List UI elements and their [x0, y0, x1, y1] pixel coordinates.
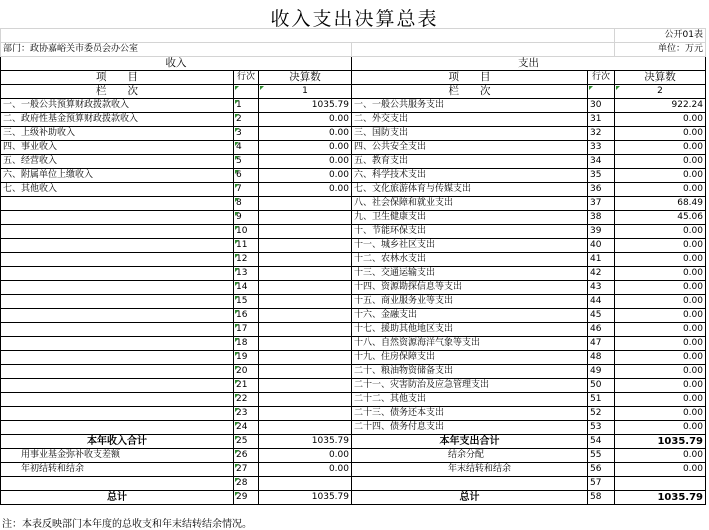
expense-amount	[615, 477, 706, 491]
table-row	[1, 477, 706, 491]
expense-item: 九、卫生健康支出	[352, 211, 588, 225]
income-amount	[259, 323, 352, 337]
table-row	[1, 421, 706, 435]
income-item: 一、一般公共预算财政拨款收入	[1, 99, 234, 113]
expense-item: 十六、金融支出	[352, 309, 588, 323]
expense-item-header: 项 目	[352, 71, 588, 85]
income-line-no: 10	[234, 225, 259, 239]
income-line-no: 29	[234, 491, 259, 505]
table-row	[1, 379, 706, 393]
expense-line-no: 50	[588, 379, 615, 393]
income-item	[1, 267, 234, 281]
income-amount	[259, 393, 352, 407]
income-amount	[259, 253, 352, 267]
table-row	[1, 309, 706, 323]
income-line-no-header: 行次	[234, 71, 259, 85]
income-amount: 0.00	[259, 183, 352, 197]
table-row	[1, 267, 706, 281]
expense-item: 十五、商业服务业等支出	[352, 295, 588, 309]
expense-amount: 0.00	[615, 169, 706, 183]
expense-amount: 0.00	[615, 323, 706, 337]
income-item	[1, 477, 234, 491]
expense-item: 二、外交支出	[352, 113, 588, 127]
table-row	[1, 155, 706, 169]
income-line-no: 28	[234, 477, 259, 491]
income-amount	[259, 379, 352, 393]
income-item	[1, 281, 234, 295]
expense-amount: 0.00	[615, 183, 706, 197]
table-row	[1, 491, 706, 505]
income-amount	[259, 295, 352, 309]
income-line-no: 24	[234, 421, 259, 435]
expense-column-number: 2	[615, 85, 706, 99]
expense-item: 结余分配	[352, 449, 588, 463]
income-item	[1, 393, 234, 407]
income-amount	[259, 309, 352, 323]
table-row	[1, 295, 706, 309]
table-row	[1, 211, 706, 225]
income-line-no: 6	[234, 169, 259, 183]
income-amount	[259, 211, 352, 225]
income-line-no: 9	[234, 211, 259, 225]
income-amount-header: 决算数	[259, 71, 352, 85]
income-expense-table	[0, 28, 706, 505]
expense-amount: 0.00	[615, 155, 706, 169]
expense-line-no: 52	[588, 407, 615, 421]
income-item	[1, 365, 234, 379]
expense-column-lineno	[588, 85, 615, 99]
footnote: 注：本表反映部门本年度的总收支和年末结转结余情况。	[2, 519, 252, 530]
income-line-no: 14	[234, 281, 259, 295]
expense-item: 年末结转和结余	[352, 463, 588, 477]
expense-line-no: 39	[588, 225, 615, 239]
income-line-no: 1	[234, 99, 259, 113]
expense-amount: 0.00	[615, 281, 706, 295]
table-row	[1, 169, 706, 183]
expense-amount-header: 决算数	[615, 71, 706, 85]
expense-amount: 0.00	[615, 225, 706, 239]
expense-item: 四、公共安全支出	[352, 141, 588, 155]
expense-item: 二十、粮油物资储备支出	[352, 365, 588, 379]
table-row	[1, 113, 706, 127]
income-amount	[259, 337, 352, 351]
expense-item: 十三、交通运输支出	[352, 267, 588, 281]
income-amount	[259, 407, 352, 421]
expense-line-no: 30	[588, 99, 615, 113]
income-amount	[259, 197, 352, 211]
table-row	[1, 323, 706, 337]
income-line-no: 8	[234, 197, 259, 211]
income-amount: 0.00	[259, 141, 352, 155]
expense-amount: 0.00	[615, 449, 706, 463]
expense-amount: 0.00	[615, 141, 706, 155]
expense-item: 五、教育支出	[352, 155, 588, 169]
table-row	[1, 337, 706, 351]
income-item	[1, 323, 234, 337]
income-amount: 1035.79	[259, 491, 352, 505]
income-column-number: 1	[259, 85, 352, 99]
income-item: 三、上级补助收入	[1, 127, 234, 141]
income-line-no: 2	[234, 113, 259, 127]
expense-item: 三、国防支出	[352, 127, 588, 141]
table-row	[1, 141, 706, 155]
expense-amount: 0.00	[615, 267, 706, 281]
table-row	[1, 463, 706, 477]
income-line-no: 11	[234, 239, 259, 253]
report-title: 收入支出决算总表	[270, 8, 439, 30]
income-column-lineno	[234, 85, 259, 99]
expense-line-no: 48	[588, 351, 615, 365]
expense-amount: 0.00	[615, 309, 706, 323]
expense-line-no: 53	[588, 421, 615, 435]
table-row	[1, 449, 706, 463]
income-item	[1, 351, 234, 365]
income-item	[1, 197, 234, 211]
expense-amount: 0.00	[615, 351, 706, 365]
expense-line-no: 45	[588, 309, 615, 323]
expense-item: 十二、农林水支出	[352, 253, 588, 267]
expense-item: 二十一、灾害防治及应急管理支出	[352, 379, 588, 393]
income-item: 五、经营收入	[1, 155, 234, 169]
income-item	[1, 225, 234, 239]
income-amount: 1035.79	[259, 99, 352, 113]
income-amount: 0.00	[259, 463, 352, 477]
expense-line-no: 56	[588, 463, 615, 477]
expense-line-no-header: 行次	[588, 71, 615, 85]
income-item-header: 项 目	[1, 71, 234, 85]
income-item	[1, 295, 234, 309]
income-line-no: 16	[234, 309, 259, 323]
expense-line-no: 43	[588, 281, 615, 295]
income-item: 用事业基金弥补收支差额	[1, 449, 234, 463]
expense-line-no: 38	[588, 211, 615, 225]
income-line-no: 19	[234, 351, 259, 365]
table-row	[1, 393, 706, 407]
expense-item: 十七、援助其他地区支出	[352, 323, 588, 337]
income-line-no: 3	[234, 127, 259, 141]
expense-header: 支出	[352, 57, 706, 71]
income-amount: 0.00	[259, 127, 352, 141]
expense-item: 本年支出合计	[352, 435, 588, 449]
expense-line-no: 42	[588, 267, 615, 281]
expense-line-no: 41	[588, 253, 615, 267]
table-row	[1, 435, 706, 449]
expense-line-no: 57	[588, 477, 615, 491]
unit-label: 单位：万元	[615, 43, 706, 57]
expense-amount: 1035.79	[615, 435, 706, 449]
expense-line-no: 58	[588, 491, 615, 505]
expense-item: 二十三、债务还本支出	[352, 407, 588, 421]
expense-item: 十一、城乡社区支出	[352, 239, 588, 253]
income-line-no: 23	[234, 407, 259, 421]
expense-item: 六、科学技术支出	[352, 169, 588, 183]
income-line-no: 26	[234, 449, 259, 463]
income-line-no: 7	[234, 183, 259, 197]
income-item	[1, 407, 234, 421]
expense-amount: 0.00	[615, 337, 706, 351]
table-row	[1, 225, 706, 239]
expense-line-no: 33	[588, 141, 615, 155]
expense-item: 八、社会保障和就业支出	[352, 197, 588, 211]
income-line-no: 22	[234, 393, 259, 407]
income-amount	[259, 421, 352, 435]
expense-line-no: 36	[588, 183, 615, 197]
table-row	[1, 127, 706, 141]
income-line-no: 12	[234, 253, 259, 267]
table-row	[1, 183, 706, 197]
expense-item	[352, 477, 588, 491]
expense-line-no: 31	[588, 113, 615, 127]
income-line-no: 17	[234, 323, 259, 337]
income-item: 总计	[1, 491, 234, 505]
expense-item: 二十四、债务付息支出	[352, 421, 588, 435]
table-row	[1, 281, 706, 295]
expense-amount: 0.00	[615, 393, 706, 407]
income-amount: 0.00	[259, 169, 352, 183]
income-amount	[259, 281, 352, 295]
expense-amount: 0.00	[615, 421, 706, 435]
expense-amount: 0.00	[615, 379, 706, 393]
income-amount	[259, 239, 352, 253]
expense-item: 一、一般公共服务支出	[352, 99, 588, 113]
income-line-no: 5	[234, 155, 259, 169]
income-header: 收入	[1, 57, 352, 71]
income-line-no: 13	[234, 267, 259, 281]
income-amount: 0.00	[259, 113, 352, 127]
expense-amount: 0.00	[615, 127, 706, 141]
income-item	[1, 309, 234, 323]
expense-amount: 0.00	[615, 295, 706, 309]
income-item: 年初结转和结余	[1, 463, 234, 477]
table-row	[1, 351, 706, 365]
table-row	[1, 365, 706, 379]
income-line-no: 4	[234, 141, 259, 155]
income-amount: 0.00	[259, 155, 352, 169]
expense-line-no: 47	[588, 337, 615, 351]
expense-line-no: 44	[588, 295, 615, 309]
expense-line-no: 35	[588, 169, 615, 183]
expense-line-no: 51	[588, 393, 615, 407]
expense-amount: 0.00	[615, 463, 706, 477]
income-amount	[259, 267, 352, 281]
department-label: 部门：政协嘉峪关市委员会办公室	[1, 43, 352, 57]
expense-item: 总计	[352, 491, 588, 505]
expense-amount: 0.00	[615, 253, 706, 267]
expense-item: 二十二、其他支出	[352, 393, 588, 407]
table-row	[1, 407, 706, 421]
expense-amount: 0.00	[615, 113, 706, 127]
expense-line-no: 34	[588, 155, 615, 169]
form-code: 公开01表	[615, 29, 706, 43]
table-row	[1, 253, 706, 267]
expense-line-no: 49	[588, 365, 615, 379]
expense-line-no: 54	[588, 435, 615, 449]
expense-item: 十、节能环保支出	[352, 225, 588, 239]
expense-amount: 0.00	[615, 365, 706, 379]
income-item: 二、政府性基金预算财政拨款收入	[1, 113, 234, 127]
income-amount	[259, 365, 352, 379]
income-amount	[259, 351, 352, 365]
expense-item: 七、文化旅游体育与传媒支出	[352, 183, 588, 197]
income-line-no: 20	[234, 365, 259, 379]
expense-amount: 68.49	[615, 197, 706, 211]
expense-line-no: 40	[588, 239, 615, 253]
income-item	[1, 253, 234, 267]
expense-item: 十四、资源勘探信息等支出	[352, 281, 588, 295]
income-item	[1, 379, 234, 393]
expense-line-no: 32	[588, 127, 615, 141]
income-amount: 1035.79	[259, 435, 352, 449]
income-line-no: 18	[234, 337, 259, 351]
expense-amount: 0.00	[615, 407, 706, 421]
table-row	[1, 99, 706, 113]
income-column-label: 栏 次	[1, 85, 234, 99]
income-item: 四、事业收入	[1, 141, 234, 155]
expense-column-label: 栏 次	[352, 85, 588, 99]
expense-line-no: 37	[588, 197, 615, 211]
expense-amount: 45.06	[615, 211, 706, 225]
expense-amount: 0.00	[615, 239, 706, 253]
expense-line-no: 46	[588, 323, 615, 337]
income-line-no: 27	[234, 463, 259, 477]
income-item	[1, 211, 234, 225]
income-line-no: 15	[234, 295, 259, 309]
expense-line-no: 55	[588, 449, 615, 463]
income-line-no: 21	[234, 379, 259, 393]
income-line-no: 25	[234, 435, 259, 449]
income-item: 七、其他收入	[1, 183, 234, 197]
income-item	[1, 337, 234, 351]
income-amount	[259, 225, 352, 239]
expense-item: 十八、自然资源海洋气象等支出	[352, 337, 588, 351]
income-item: 本年收入合计	[1, 435, 234, 449]
expense-item: 十九、住房保障支出	[352, 351, 588, 365]
income-item	[1, 421, 234, 435]
income-amount	[259, 477, 352, 491]
expense-amount: 922.24	[615, 99, 706, 113]
expense-amount: 1035.79	[615, 491, 706, 505]
table-row	[1, 239, 706, 253]
income-item	[1, 239, 234, 253]
table-row	[1, 197, 706, 211]
income-item: 六、附属单位上缴收入	[1, 169, 234, 183]
income-amount: 0.00	[259, 449, 352, 463]
